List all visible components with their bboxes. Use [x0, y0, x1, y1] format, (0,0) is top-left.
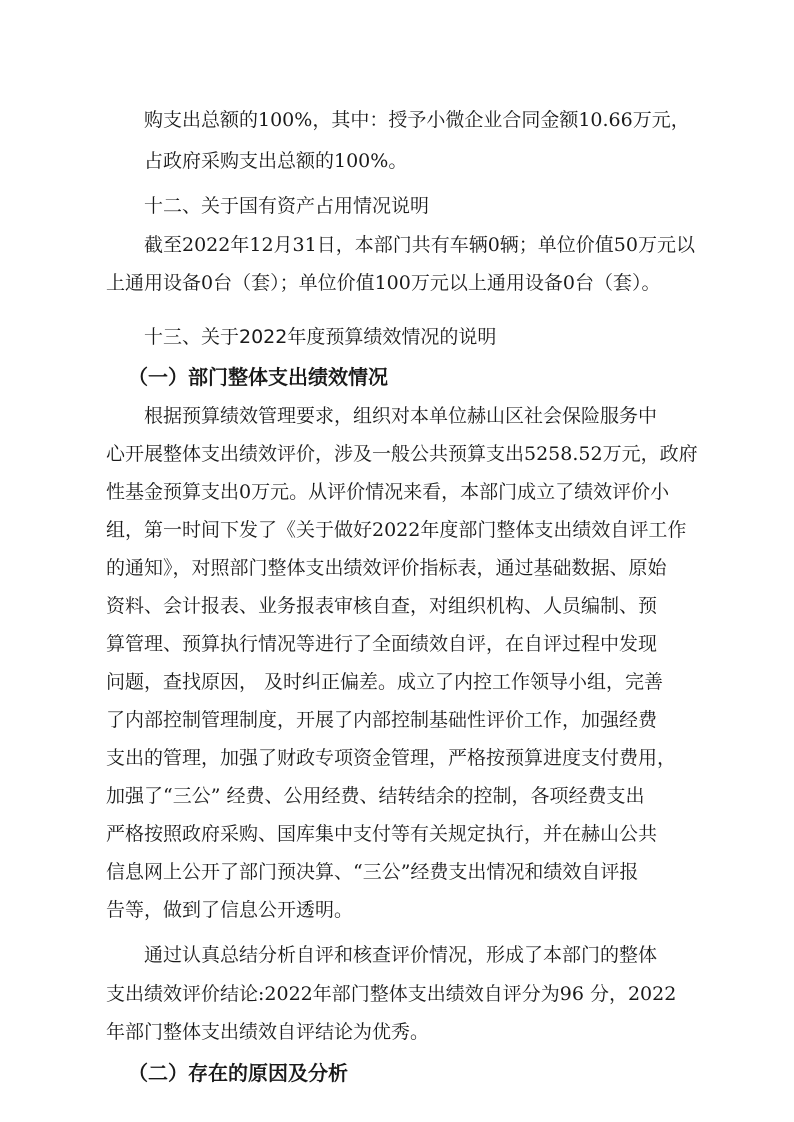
body-text-line: 的通知》，对照部门整体支出绩效评价指标表，通过基础数据、原始: [106, 557, 667, 579]
body-text-line: 占政府采购支出总额的100%。: [144, 150, 408, 172]
body-text-line: 心开展整体支出绩效评价，涉及一般公共预算支出5258.52万元，政府: [106, 443, 698, 465]
body-text-line: 问题，查找原因， 及时纠正偏差。成立了内控工作领导小组，完善: [106, 671, 664, 693]
body-text-line: 组，第一时间下发了《关于做好2022年度部门整体支出绩效自评工作: [106, 519, 687, 541]
body-text-line: 购支出总额的100%，其中：授予小微企业合同金额10.66万元，: [144, 109, 690, 131]
body-text-line: 年部门整体支出绩效自评结论为优秀。: [106, 1021, 430, 1043]
body-text-line: 上通用设备0台（套）；单位价值100万元以上通用设备0台（套）。: [106, 272, 661, 294]
body-text-line: 支出的管理，加强了财政专项资金管理，严格按预算进度支付费用，: [106, 747, 677, 769]
body-text-line: 算管理、预算执行情况等进行了全面绩效自评，在自评过程中发现: [106, 633, 658, 655]
body-text-line: 根据预算绩效管理要求，组织对本单位赫山区社会保险服务中: [144, 405, 658, 427]
body-text-line: 资料、会计报表、业务报表审核自查，对组织机构、人员编制、预: [106, 595, 658, 617]
subsection-2-heading: （二）存在的原因及分析: [128, 1061, 348, 1085]
body-text-line: 加强了“三公” 经费、公用经费、结转结余的控制，各项经费支出: [106, 785, 645, 807]
subsection-1-heading: （一）部门整体支出绩效情况: [128, 365, 388, 389]
body-text-line: 了内部控制管理制度，开展了内部控制基础性评价工作，加强经费: [106, 709, 658, 731]
body-text-line: 支出绩效评价结论:2022年部门整体支出绩效自评分为96 分，2022: [106, 983, 677, 1005]
section-12-heading: 十二、关于国有资产占用情况说明: [144, 195, 430, 217]
section-13-heading: 十三、关于2022年度预算绩效情况的说明: [144, 326, 497, 348]
body-text-line: 信息网上公开了部门预决算、“三公”经费支出情况和绩效自评报: [106, 861, 639, 883]
body-text-line: 告等，做到了信息公开透明。: [106, 899, 354, 921]
body-text-line: 严格按照政府采购、国库集中支付等有关规定执行，并在赫山公共: [106, 823, 658, 845]
body-text-line: 截至2022年12月31日，本部门共有车辆0辆；单位价值50万元以: [144, 234, 695, 256]
body-text-line: 性基金预算支出0万元。从评价情况来看，本部门成立了绩效评价小: [106, 481, 670, 503]
body-text-line: 通过认真总结分析自评和核查评价情况，形成了本部门的整体: [144, 944, 658, 966]
